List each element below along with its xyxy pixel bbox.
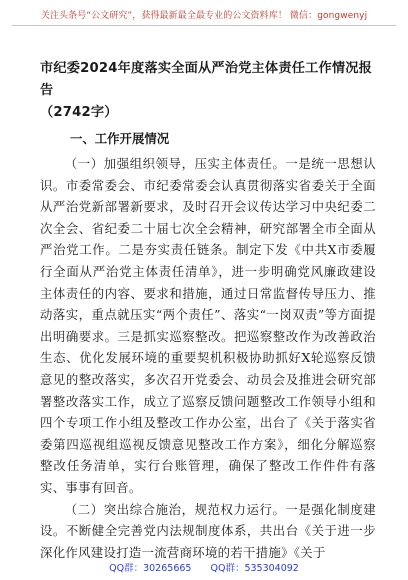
footer-qq-group-2: QQ群：535304092 <box>210 563 299 574</box>
banner-divider <box>12 25 396 26</box>
document-title: 市纪委2024年度落实全面从严治党主体责任工作情况报告 <box>40 61 373 98</box>
document-body <box>40 58 376 563</box>
footer-qq-group-1: QQ群：30265665 <box>109 563 192 574</box>
section-heading: 一、工作开展情况 <box>70 131 170 146</box>
banner-text: 关注头条号“公文研究”，获得最新最全最专业的公文资料库！ 微信：gongwenyj <box>40 11 368 21</box>
header-banner <box>0 0 408 38</box>
paragraph: （二）突出综合施治，规范权力运行。一是强化制度建设。不断健全完善党内法规制度体系，共出台《关于进一步深化作风建设打造一流营商环境的若干措施》《关于 <box>40 501 376 560</box>
document-word-count: （2742字） <box>40 105 118 120</box>
footer-contact <box>0 560 408 574</box>
paragraph: （一）加强组织领导，压实主体责任。一是统一思想认识。市委常委会、市纪委常委会认真贯彻落实省委关于全面从严治党新部署新要求，及时召开会议传达学习中央纪委二次全会、省纪委二十届七次全会精神，研究部署全市全面从严治党工作。二是夯实责任链条。制定下发《中共X市委履行全面从严治党主体责任清单》，进一步明确党风廉政建设主体责任的内容、要求和措施，通过日常监督传导压力、推动落实，重点就压实“两个责任”、落实“一岗双责”等方面提出明确要求。三是抓实巡察整改。把巡察整改作为改善政治生态、优化发展环境的重要契机积极协助抓好X轮巡察反馈意见的整改落实，多次召开党委会、动员会及推进会研究部署整改落实工作，成立了巡察反馈问题整改工作领导小组和四个专项工作小组及整改工作办公室，出台了《关于落实省委第四巡视组巡视反馈意见整改工作方案》，细化分解巡察整改任务清单，实行台账管理，确保了整改工作件件有落实、事事有回音。 <box>40 156 376 495</box>
